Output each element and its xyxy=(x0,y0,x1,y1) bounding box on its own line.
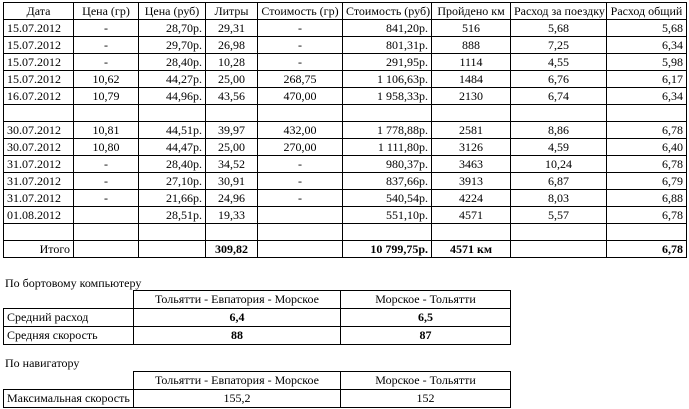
table-cell: 6,40 xyxy=(607,139,687,156)
table-cell: 28,51р. xyxy=(139,207,206,224)
table-cell: 888 xyxy=(432,37,511,54)
table-cell: 309,82 xyxy=(206,241,258,258)
value-cell: 152 xyxy=(341,390,511,408)
table-cell: 1484 xyxy=(432,71,511,88)
table-cell: 8,03 xyxy=(511,190,607,207)
table-cell xyxy=(511,105,607,122)
table-row xyxy=(4,190,687,207)
table-cell: 841,20р. xyxy=(343,20,432,37)
table-cell: 31.07.2012 xyxy=(4,190,74,207)
table-cell: 551,10р. xyxy=(343,207,432,224)
table-cell: - xyxy=(258,37,343,54)
table-row xyxy=(4,224,687,241)
row-label: Средняя скорость xyxy=(4,327,134,345)
table-cell xyxy=(74,105,139,122)
row-label: Средний расход xyxy=(4,309,134,327)
table-cell: 24,96 xyxy=(206,190,258,207)
column-header: Расход за поездку xyxy=(511,3,607,20)
table-cell xyxy=(74,224,139,241)
table-cell: 4224 xyxy=(432,190,511,207)
table-cell xyxy=(74,207,139,224)
table-cell xyxy=(607,105,687,122)
table-cell: 31.07.2012 xyxy=(4,156,74,173)
table-cell xyxy=(4,224,74,241)
table-row xyxy=(4,37,687,54)
navigator-title: По навигатору xyxy=(5,356,80,370)
table-cell: - xyxy=(74,37,139,54)
table-cell: Итого xyxy=(4,241,74,258)
table-cell: 28,40р. xyxy=(139,156,206,173)
column-header: Литры xyxy=(206,3,258,20)
table-cell: 268,75 xyxy=(258,71,343,88)
table-cell: 4,55 xyxy=(511,54,607,71)
table-row xyxy=(4,173,687,190)
table-cell: 15.07.2012 xyxy=(4,54,74,71)
column-header: Стоимость (гр) xyxy=(258,3,343,20)
table-cell xyxy=(432,224,511,241)
table-total-row xyxy=(4,241,687,258)
table-row xyxy=(4,207,687,224)
table-cell: 10,80 xyxy=(74,139,139,156)
column-header: Пройдено км xyxy=(432,3,511,20)
table-cell xyxy=(511,224,607,241)
table-cell xyxy=(4,105,74,122)
table-cell xyxy=(139,224,206,241)
value-cell: 87 xyxy=(341,327,511,345)
table-row xyxy=(4,122,687,139)
table-cell: 3463 xyxy=(432,156,511,173)
table-cell: 30,91 xyxy=(206,173,258,190)
value-cell: 6,4 xyxy=(134,309,341,327)
table-row xyxy=(4,105,687,122)
table-row xyxy=(4,88,687,105)
table-cell: 1114 xyxy=(432,54,511,71)
onboard-computer-table xyxy=(3,290,511,345)
table-cell: 6,79 xyxy=(607,173,687,190)
table-cell: 837,66р. xyxy=(343,173,432,190)
table-cell: 540,54р. xyxy=(343,190,432,207)
table-cell: 6,78 xyxy=(607,207,687,224)
table-cell: 21,66р. xyxy=(139,190,206,207)
table-cell: 516 xyxy=(432,20,511,37)
table-cell: 432,00 xyxy=(258,122,343,139)
table-row xyxy=(4,54,687,71)
table-cell xyxy=(258,241,343,258)
table-cell: - xyxy=(258,173,343,190)
table-cell: 16.07.2012 xyxy=(4,88,74,105)
table-cell: 1 778,88р. xyxy=(343,122,432,139)
table-cell xyxy=(139,241,206,258)
table-cell: 3913 xyxy=(432,173,511,190)
table-cell: 30.07.2012 xyxy=(4,139,74,156)
table-cell: 980,37р. xyxy=(343,156,432,173)
table-cell: 44,51р. xyxy=(139,122,206,139)
table-cell: 39,97 xyxy=(206,122,258,139)
value-cell: 6,5 xyxy=(341,309,511,327)
table-cell: 5,57 xyxy=(511,207,607,224)
table-cell: 10,79 xyxy=(74,88,139,105)
table-cell: 6,76 xyxy=(511,71,607,88)
table-cell: - xyxy=(258,54,343,71)
table-cell: 8,86 xyxy=(511,122,607,139)
table-cell: 6,74 xyxy=(511,88,607,105)
table-cell: 6,17 xyxy=(607,71,687,88)
table-cell: - xyxy=(258,20,343,37)
table-cell: 15.07.2012 xyxy=(4,37,74,54)
value-cell: 88 xyxy=(134,327,341,345)
table-cell: 5,68 xyxy=(607,20,687,37)
navigator-table xyxy=(3,371,511,408)
column-header: Цена (гр) xyxy=(74,3,139,20)
table-cell xyxy=(343,224,432,241)
table-cell: 7,25 xyxy=(511,37,607,54)
table-cell: 5,98 xyxy=(607,54,687,71)
table-cell: 5,68 xyxy=(511,20,607,37)
table-cell: 1 111,80р. xyxy=(343,139,432,156)
table-row xyxy=(4,156,687,173)
route-header-2: Морское - Тольятти xyxy=(341,372,511,390)
empty-cell xyxy=(4,291,134,309)
table-cell: 15.07.2012 xyxy=(4,20,74,37)
table-cell: 26,98 xyxy=(206,37,258,54)
column-header: Дата xyxy=(4,3,74,20)
column-header: Расход общий xyxy=(607,3,687,20)
table-cell: 10 799,75р. xyxy=(343,241,432,258)
column-header: Цена (руб) xyxy=(139,3,206,20)
table-cell xyxy=(607,224,687,241)
table-cell: 801,31р. xyxy=(343,37,432,54)
table-cell: - xyxy=(74,54,139,71)
table-cell: - xyxy=(74,156,139,173)
table-cell: 3126 xyxy=(432,139,511,156)
table-cell: 6,34 xyxy=(607,88,687,105)
table-cell: 27,10р. xyxy=(139,173,206,190)
table-cell: 10,81 xyxy=(74,122,139,139)
table-cell: 6,78 xyxy=(607,122,687,139)
table-cell: 6,78 xyxy=(607,156,687,173)
table-cell xyxy=(206,105,258,122)
fuel-log-table xyxy=(3,2,687,258)
table-cell: 4571 xyxy=(432,207,511,224)
table-cell xyxy=(139,105,206,122)
empty-cell xyxy=(4,372,134,390)
table-cell: 10,62 xyxy=(74,71,139,88)
table-cell: - xyxy=(258,190,343,207)
table-cell: 6,78 xyxy=(607,241,687,258)
table-cell xyxy=(206,224,258,241)
table-cell: 6,34 xyxy=(607,37,687,54)
table-cell: 29,31 xyxy=(206,20,258,37)
table-cell: 1 106,63р. xyxy=(343,71,432,88)
table-cell xyxy=(258,207,343,224)
table-cell: 25,00 xyxy=(206,71,258,88)
table-row xyxy=(4,71,687,88)
table-cell xyxy=(511,241,607,258)
table-cell xyxy=(258,224,343,241)
table-cell: 270,00 xyxy=(258,139,343,156)
table-cell: 28,70р. xyxy=(139,20,206,37)
table-cell: - xyxy=(74,20,139,37)
value-cell: 155,2 xyxy=(134,390,341,408)
table-cell: 25,00 xyxy=(206,139,258,156)
table-cell xyxy=(432,105,511,122)
table-cell: 10,24 xyxy=(511,156,607,173)
route-header-1: Тольятти - Евпатория - Морское xyxy=(134,291,341,309)
table-cell: 10,28 xyxy=(206,54,258,71)
table-cell: 19,33 xyxy=(206,207,258,224)
table-cell xyxy=(258,105,343,122)
table-cell: - xyxy=(258,156,343,173)
route-header-2: Морское - Тольятти xyxy=(341,291,511,309)
table-cell: 1 958,33р. xyxy=(343,88,432,105)
table-cell: 6,88 xyxy=(607,190,687,207)
table-cell: - xyxy=(74,173,139,190)
table-cell: 291,95р. xyxy=(343,54,432,71)
table-row xyxy=(4,139,687,156)
table-cell: 4,59 xyxy=(511,139,607,156)
table-cell xyxy=(74,241,139,258)
table-header-row xyxy=(4,3,687,20)
table-cell: 43,56 xyxy=(206,88,258,105)
onboard-computer-title: По бортовому компьютеру xyxy=(5,276,142,290)
table-cell: 29,70р. xyxy=(139,37,206,54)
table-cell: 34,52 xyxy=(206,156,258,173)
table-cell: 44,47р. xyxy=(139,139,206,156)
table-cell: 6,87 xyxy=(511,173,607,190)
table-cell: 44,96р. xyxy=(139,88,206,105)
table-cell: 4571 км xyxy=(432,241,511,258)
table-cell: 30.07.2012 xyxy=(4,122,74,139)
table-row xyxy=(4,20,687,37)
table-cell: 31.07.2012 xyxy=(4,173,74,190)
row-label: Максимальная скорость xyxy=(4,390,134,408)
table-cell: 15.07.2012 xyxy=(4,71,74,88)
table-cell: 28,40р. xyxy=(139,54,206,71)
table-cell xyxy=(343,105,432,122)
table-cell: 44,27р. xyxy=(139,71,206,88)
route-header-1: Тольятти - Евпатория - Морское xyxy=(134,372,341,390)
table-cell: - xyxy=(74,190,139,207)
column-header: Стоимость (руб) xyxy=(343,3,432,20)
table-cell: 470,00 xyxy=(258,88,343,105)
table-cell: 01.08.2012 xyxy=(4,207,74,224)
table-cell: 2581 xyxy=(432,122,511,139)
table-cell: 2130 xyxy=(432,88,511,105)
